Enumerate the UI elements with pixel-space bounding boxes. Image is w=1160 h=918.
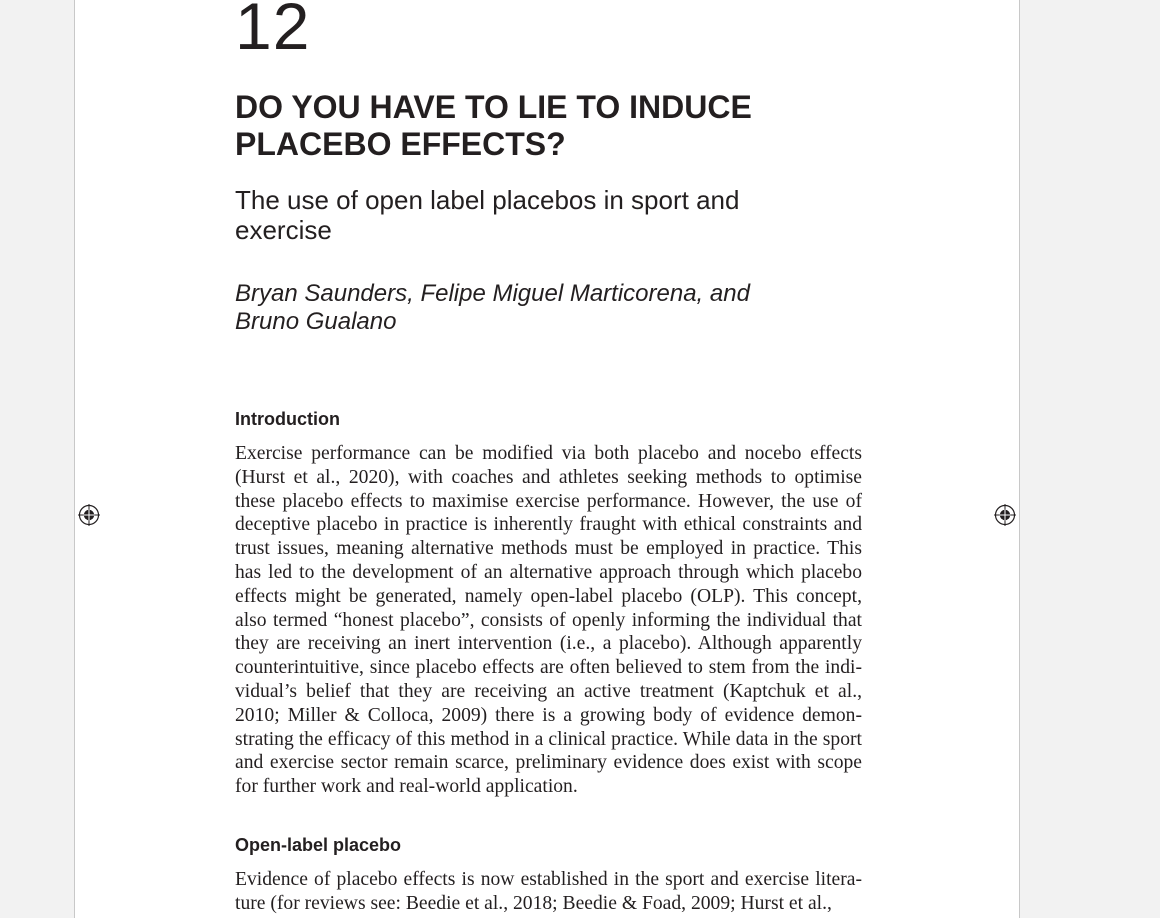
- registration-mark-icon: [78, 504, 100, 526]
- chapter-title: DO YOU HAVE TO LIE TO INDUCE PLACEBO EFFECTS?: [235, 89, 752, 162]
- document-page[interactable]: [74, 0, 1020, 918]
- section-heading-open-label-placebo: Open-label placebo: [235, 835, 402, 855]
- chapter-authors: Bryan Saunders, Felipe Miguel Marticorena, and Bruno Gualano: [235, 280, 750, 335]
- registration-mark-icon: [994, 504, 1016, 526]
- chapter-number: 12: [235, 0, 311, 63]
- section-heading-introduction: Introduction: [235, 409, 340, 429]
- introduction-paragraph: Exercise performance can be modified via both placebo and nocebo effects (Hurst et al., 2020), with coaches and athletes seeking methods to optimise these placebo effects to maximise exercise performance. However, the use of deceptive placebo in practice is inherently fraught with ethical constraints and trust issues, meaning alternative methods must be employed in practice. This has led to the development of an alternative approach through which placebo effects might be generated, namely open-label placebo (OLP). This concept, also termed “honest placebo”, consists of openly informing the individual that they are receiving an inert intervention (i.e., a placebo). Although apparently counterintuitive, since placebo effects are often believed to stem from the individual’s belief that they are receiving an active treatment (Kaptchuk et al., 2010; Miller & Colloca, 2009) there is a growing body of evidence demonstrating the efficacy of this method in a clinical practice. While data in the sport and exercise sector remain scarce, preliminary evidence does exist with scope for further work and real-world application.: [235, 443, 862, 798]
- open-label-placebo-paragraph: Evidence of placebo effects is now established in the sport and exercise literature (for reviews see: Beedie et al., 2018; Beedie & Foad, 2009; Hurst et al.,: [235, 869, 862, 914]
- chapter-subtitle: The use of open label placebos in sport and exercise: [235, 185, 740, 245]
